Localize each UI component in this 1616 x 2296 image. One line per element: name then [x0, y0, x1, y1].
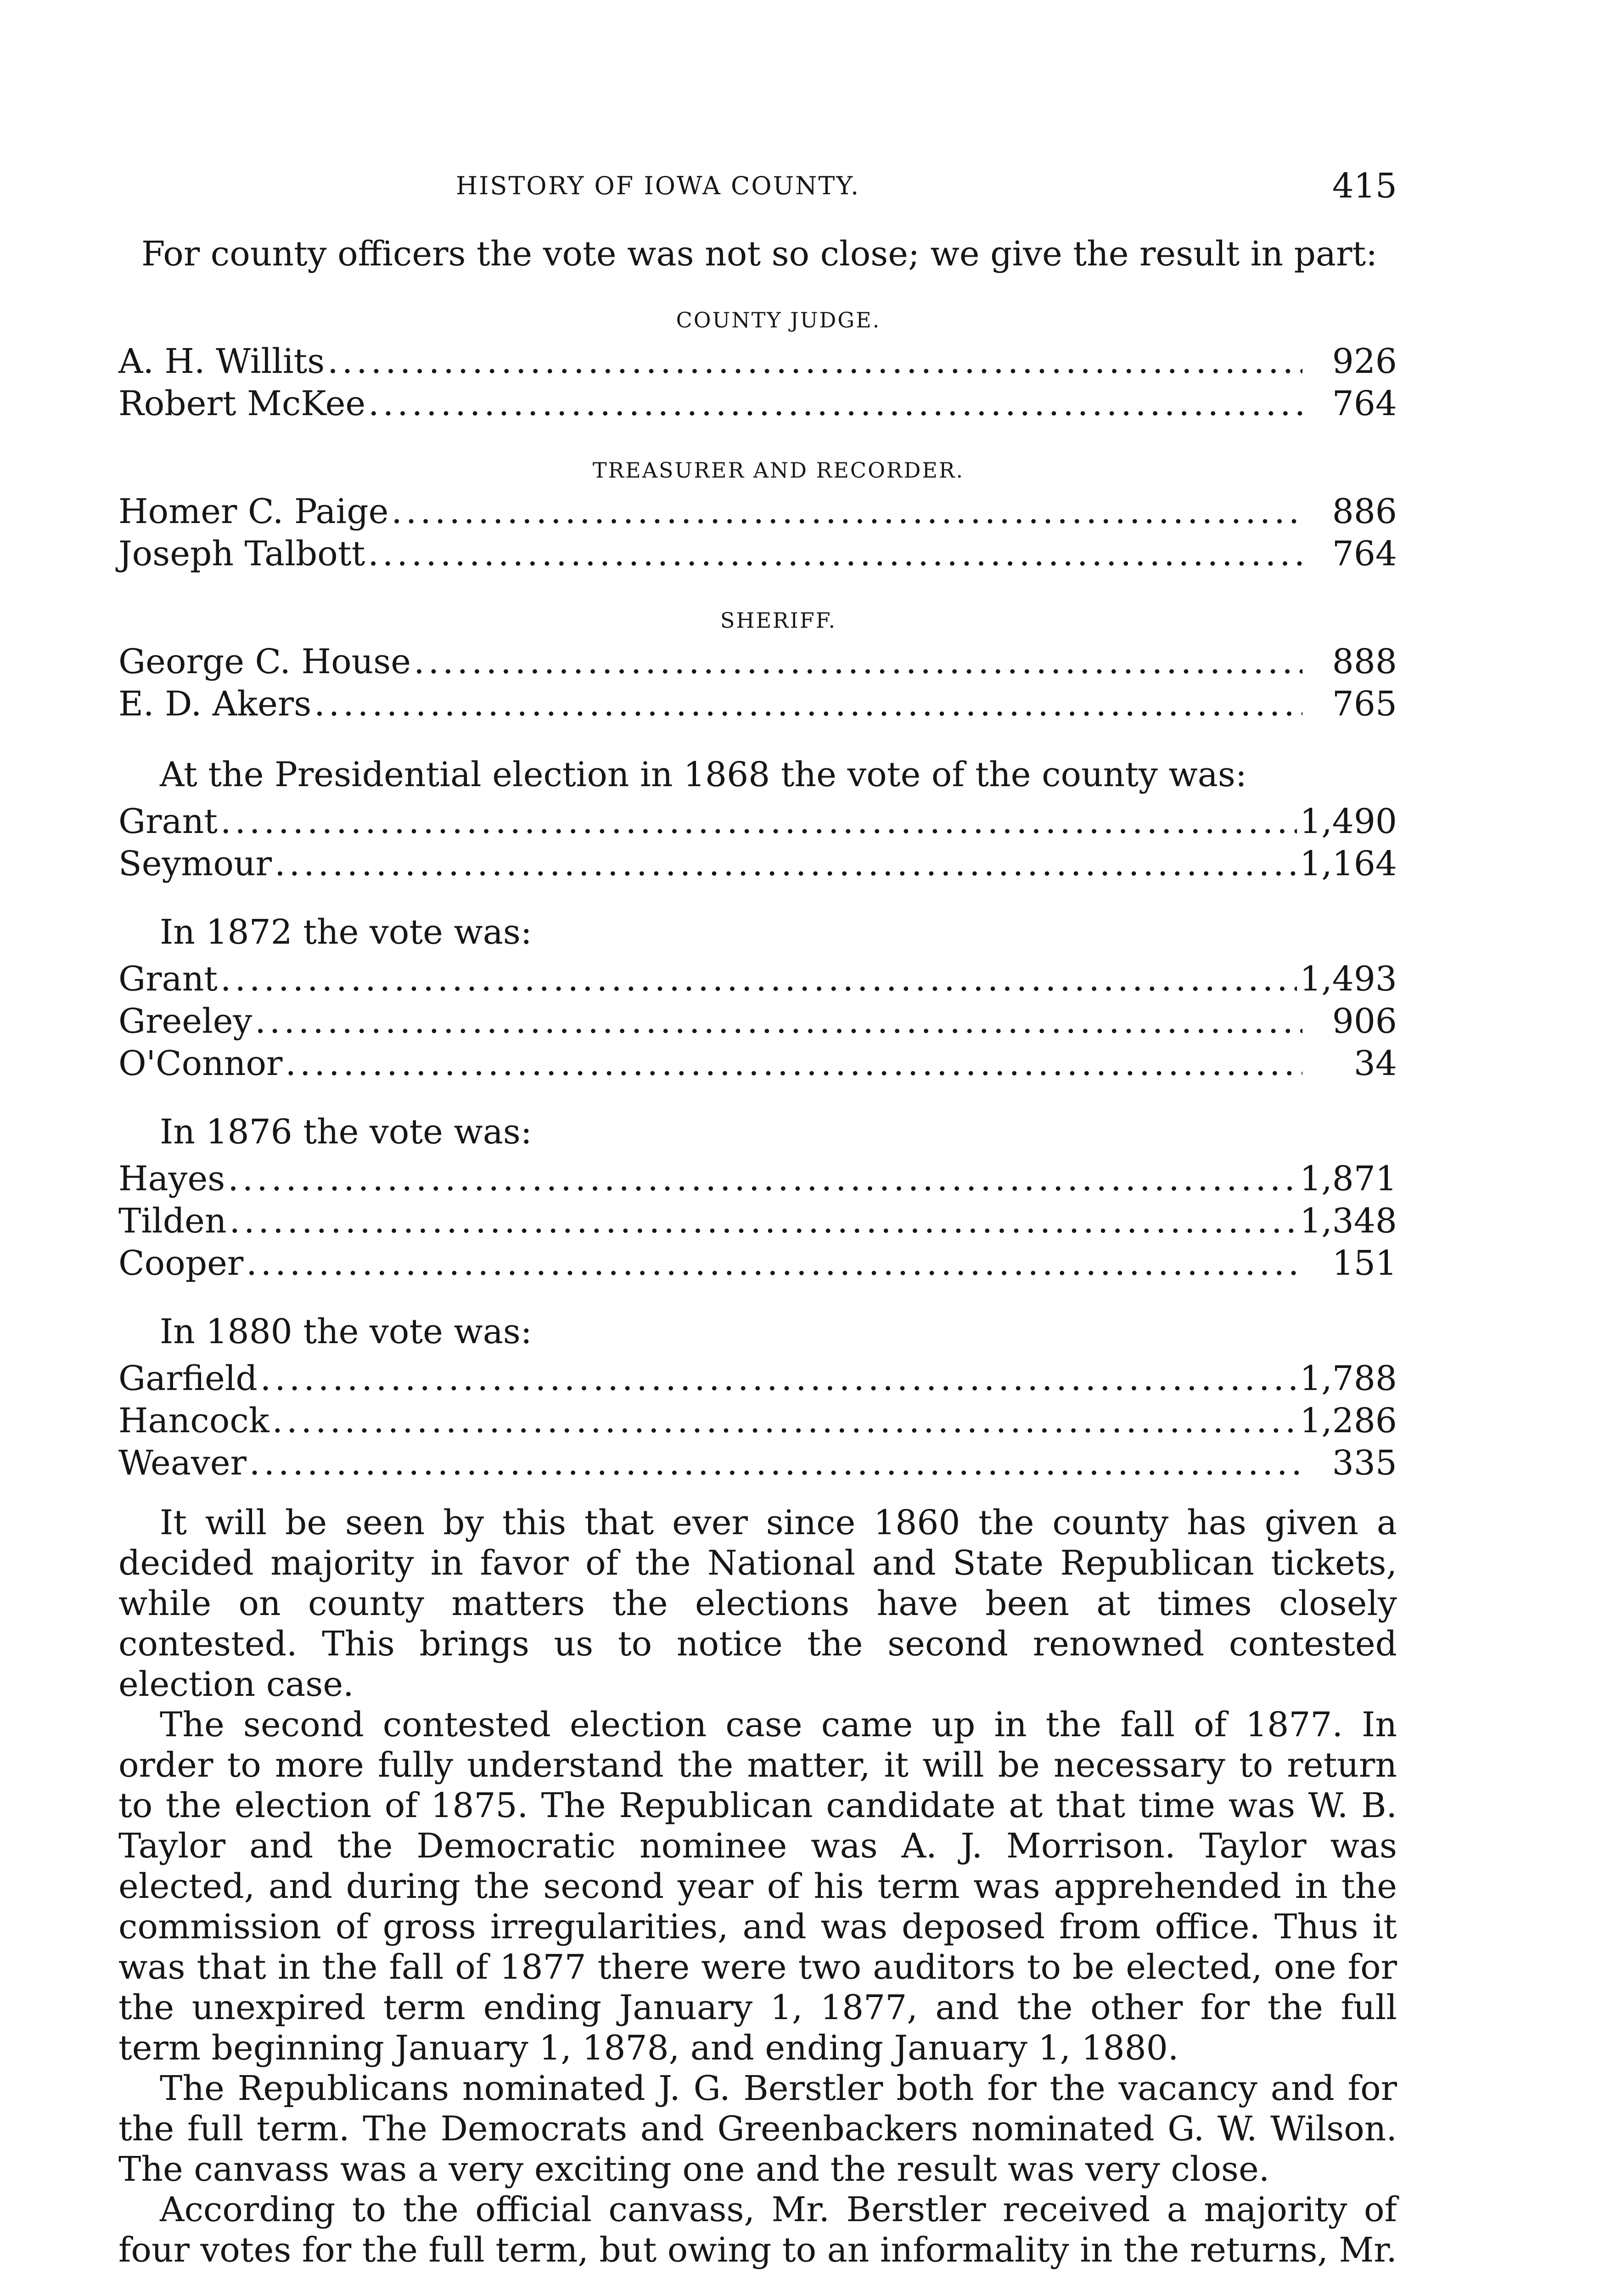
dot-leader [285, 1042, 1302, 1085]
vote-count: 1,348 [1300, 1201, 1397, 1241]
page-header [118, 165, 1397, 207]
vote-count: 1,164 [1300, 844, 1397, 884]
result-row [118, 1158, 1397, 1200]
vote-count: 764 [1332, 534, 1397, 574]
vote-count: 906 [1332, 1002, 1397, 1041]
candidate-name: Garfield [118, 1359, 258, 1398]
dot-leader [272, 1400, 1297, 1442]
dot-leader [275, 843, 1297, 885]
dot-leader [255, 1000, 1302, 1042]
vote-count: 1,871 [1300, 1159, 1397, 1199]
vote-count: 151 [1332, 1244, 1397, 1283]
dot-leader [220, 958, 1297, 1000]
vote-count: 886 [1332, 492, 1397, 531]
result-row [118, 1200, 1397, 1242]
dot-leader [414, 641, 1302, 683]
candidate-name: A. H. Willits [118, 342, 325, 381]
sheriff-section [118, 600, 1397, 725]
dot-leader [220, 800, 1297, 843]
election-label: In 1872 the vote was: [160, 912, 532, 952]
result-row [118, 958, 1397, 1000]
result-row [118, 1242, 1397, 1284]
section-heading: SHERIFF. [720, 608, 837, 633]
vote-count: 1,788 [1300, 1359, 1397, 1398]
dot-leader [228, 1158, 1297, 1200]
page-number: 415 [1332, 166, 1397, 206]
candidate-name: Cooper [118, 1244, 244, 1283]
vote-count: 764 [1332, 384, 1397, 423]
vote-count: 335 [1332, 1443, 1397, 1483]
dot-leader [368, 383, 1302, 425]
vote-count: 1,493 [1300, 959, 1397, 999]
result-row [118, 340, 1397, 383]
body-paragraph: The second contested election case came up in the fall of 1877. In order to more fully understand the matter, it will be necessary to return to the election of 1875. The Republican candidate at that time was W. B. Taylor and the Democratic nominee was A. J. Morrison. Taylor was elected, and during the second year of his term was apprehended in the commission of gross irregularities, and was deposed from office. Thus it was that in the fall of 1877 there were two auditors to be elected, one for the unexpired term ending January 1, 1877, and the other for the full term beginning January 1, 1878, and ending January 1, 1880. [118, 1705, 1397, 2068]
body-paragraph: It will be seen by this that ever since 1860 the county has given a decided majority in favor of the National and State Republican tickets, while on county matters the elections have been at times closely contested. This brings us to notice the second renowned contested election case. [118, 1503, 1397, 1704]
vote-count: 888 [1332, 642, 1397, 681]
vote-count: 34 [1353, 1044, 1397, 1083]
candidate-name: Weaver [118, 1443, 247, 1483]
county-judge-section [118, 300, 1397, 425]
dot-leader [249, 1442, 1302, 1484]
election-1868 [118, 800, 1397, 885]
candidate-name: Hancock [118, 1401, 269, 1441]
result-row [118, 1042, 1397, 1085]
candidate-name: Robert McKee [118, 384, 366, 423]
section-heading: TREASURER AND RECORDER. [592, 458, 965, 483]
vote-count: 1,286 [1300, 1401, 1397, 1441]
presidential-intro: At the Presidential election in 1868 the vote of the county was: [160, 755, 1247, 794]
result-row [118, 641, 1397, 683]
dot-leader [246, 1242, 1302, 1284]
vote-count: 926 [1332, 342, 1397, 381]
election-1880 [118, 1310, 1397, 1484]
intro-text: For county officers the vote was not so close; we give the result in part: [141, 234, 1378, 274]
result-row [118, 843, 1397, 885]
candidate-name: Tilden [118, 1201, 227, 1241]
body-paragraph: The Republicans nominated J. G. Berstler both for the vacancy and for the full term. The Democrats and Greenbackers nominated G. W. Wilson. The canvass was a very exciting one and the result was very close. [118, 2069, 1397, 2189]
candidate-name: E. D. Akers [118, 684, 312, 724]
result-row [118, 800, 1397, 843]
dot-leader [230, 1200, 1297, 1242]
candidate-name: Grant [118, 959, 218, 999]
candidate-name: Homer C. Paige [118, 492, 389, 531]
result-row [118, 1400, 1397, 1442]
candidate-name: George C. House [118, 642, 411, 681]
candidate-name: Greeley [118, 1002, 252, 1041]
election-label: In 1876 the vote was: [160, 1112, 532, 1152]
dot-leader [391, 490, 1302, 533]
election-label: In 1880 the vote was: [160, 1312, 532, 1351]
result-row [118, 683, 1397, 725]
dot-leader [260, 1357, 1297, 1400]
candidate-name: O'Connor [118, 1044, 283, 1083]
result-row [118, 490, 1397, 533]
candidate-name: Hayes [118, 1159, 225, 1199]
result-row [118, 383, 1397, 425]
election-1872 [118, 910, 1397, 1085]
result-row [118, 533, 1397, 575]
result-row [118, 1000, 1397, 1042]
dot-leader [314, 683, 1302, 725]
result-row [118, 1357, 1397, 1400]
running-title: HISTORY OF IOWA COUNTY. [456, 171, 860, 200]
treasurer-recorder-section [118, 450, 1397, 575]
result-row [118, 1442, 1397, 1484]
election-1876 [118, 1110, 1397, 1284]
dot-leader [368, 533, 1302, 575]
candidate-name: Grant [118, 802, 218, 841]
text-column [118, 232, 1397, 2270]
body-paragraph: According to the official canvass, Mr. Berstler received a majority of four votes for the full term, but owing to an informality in the returns, Mr. [118, 2190, 1397, 2270]
vote-count: 765 [1332, 684, 1397, 724]
candidate-name: Seymour [118, 844, 272, 884]
vote-count: 1,490 [1300, 802, 1397, 841]
section-heading: COUNTY JUDGE. [676, 308, 881, 332]
dot-leader [327, 340, 1302, 383]
candidate-name: Joseph Talbott [118, 534, 365, 574]
